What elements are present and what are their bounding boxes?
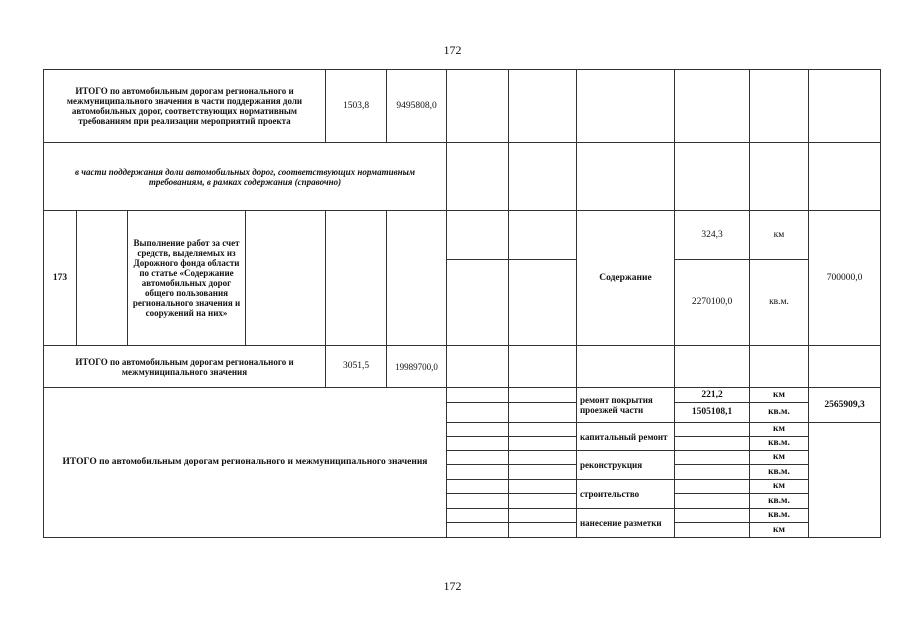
- item-173-unit-km: км: [750, 211, 809, 260]
- work-capital-unit-km: км: [750, 423, 809, 437]
- table-row: [44, 211, 881, 260]
- item-173-work-type: Содержание: [577, 211, 675, 346]
- item-173-qty-m2: 2270100,0: [675, 260, 750, 346]
- table-row: [44, 70, 881, 143]
- page-number-top: 172: [443, 43, 462, 57]
- work-repair-qty-m2: 1505108,1: [675, 403, 750, 423]
- work-marking-unit-2: км: [750, 523, 809, 538]
- itogo-regional-cost: 19989700,0: [387, 346, 447, 388]
- table-row: [44, 388, 881, 403]
- work-name-reconstruction: реконструкция: [577, 451, 675, 480]
- itogo-regional-label: ИТОГО по автомобильным дорогам регионального и межмуниципального значения: [44, 346, 326, 388]
- work-reconstruction-unit-m2: кв.м.: [750, 465, 809, 480]
- work-repair-unit-m2: кв.м.: [750, 403, 809, 423]
- table-row: [44, 143, 881, 211]
- roads-summary-table: [43, 69, 881, 538]
- itogo-regional-length: 3051,5: [326, 346, 387, 388]
- item-173-unit-m2: кв.м.: [750, 260, 809, 346]
- work-construction-unit-km: км: [750, 480, 809, 494]
- itogo-part-length: 1503,8: [326, 70, 387, 143]
- summary-label: ИТОГО по автомобильным дорогам регионального и межмуниципального значения: [44, 388, 447, 538]
- work-reconstruction-unit-km: км: [750, 451, 809, 465]
- work-capital-unit-m2: кв.м.: [750, 437, 809, 451]
- item-173-amount: 700000,0: [809, 211, 881, 346]
- work-name-capital: капитальный ремонт: [577, 423, 675, 451]
- itogo-part-label: ИТОГО по автомобильным дорогам регионального и межмуниципального значения в части поддержания доли автомобильных дорог, соответствующих нормативным требованиям при реализации мероприятий проекта: [44, 70, 326, 143]
- work-marking-unit-1: кв.м.: [750, 509, 809, 523]
- work-repair-unit-km: км: [750, 388, 809, 403]
- section-header: в части поддержания доли автомобильных дорог, соответствующих нормативным требованиям, в рамках содержания (справочно): [44, 143, 447, 211]
- item-173-description: Выполнение работ за счет средств, выделяемых из Дорожного фонда области по статье «Содержание автомобильных дорог общего пользования регионального значения и сооружений на них»: [128, 211, 246, 346]
- page-number-bottom: 172: [443, 579, 462, 593]
- work-name-marking: нанесение разметки: [577, 509, 675, 538]
- summary-total: 2565909,3: [809, 388, 881, 423]
- work-name-repair: ремонт покрытия проезжей части: [577, 388, 675, 423]
- item-173-number: 173: [44, 211, 77, 346]
- item-173-qty-km: 324,3: [675, 211, 750, 260]
- itogo-part-cost: 9495808,0: [387, 70, 447, 143]
- work-repair-qty-km: 221,2: [675, 388, 750, 403]
- work-name-construction: строительство: [577, 480, 675, 509]
- work-construction-unit-m2: кв.м.: [750, 494, 809, 509]
- table-row: [44, 346, 881, 388]
